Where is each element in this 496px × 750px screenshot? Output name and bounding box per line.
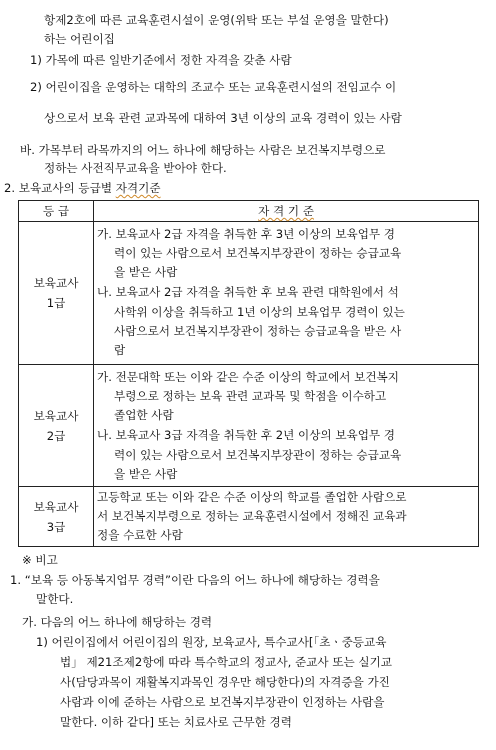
column-header-grade: 등 급 <box>19 201 94 222</box>
intro-line: 1) 가목에 따른 일반기준에서 정한 자격을 갖춘 사람 <box>30 53 292 67</box>
qualification-line: 정을 수료한 사람 <box>97 528 183 542</box>
remarks-line: 1) 어린이집에서 어린이집의 원장, 보육교사, 특수교사[「초ㆍ중등교육 <box>36 635 387 649</box>
table-row <box>19 222 479 365</box>
qualification-line: 사람으로서 보건복지부장관이 정하는 승급교육을 받은 사 <box>114 324 402 338</box>
qualification-cell <box>94 487 479 547</box>
qualification-line: 나. 보육교사 2급 자격을 취득한 후 보육 관련 대학원에서 석 <box>97 285 399 299</box>
grade-cell <box>19 365 94 487</box>
remarks-line: 사람과 이에 준하는 사람으로 보건복지부장관이 인정하는 사람을 <box>60 695 385 709</box>
qualification-line: 고등학교 또는 이와 같은 수준 이상의 학교를 졸업한 사람으로 <box>97 490 407 504</box>
grade-label: 보육교사 <box>33 276 79 290</box>
grade-label: 보육교사 <box>33 408 79 423</box>
qualification-line: 력이 있는 사람으로서 보건복지부장관이 정하는 승급교육 <box>114 448 402 462</box>
intro-line: 항제2호에 따른 교육훈련시설이 운영(위탁 또는 부설 운영을 말한다) <box>44 13 389 27</box>
grade-label: 보육교사 <box>33 499 79 514</box>
grade-cell <box>19 222 94 365</box>
qualification-line: 가. 보육교사 2급 자격을 취득한 후 3년 이상의 보육업무 경 <box>97 227 395 241</box>
intro-line: 상으로서 보육 관련 교과목에 대하여 3년 이상의 교육 경력이 있는 사람 <box>44 111 402 125</box>
intro-line: 정하는 사전직무교육을 받아야 한다. <box>44 161 227 175</box>
remarks-line: 말한다. 이하 같다] 또는 치료사로 근무한 경력 <box>60 715 292 729</box>
grade-cell <box>19 487 94 547</box>
remarks-line: 1. “보육 등 아동복지업무 경력”이란 다음의 어느 하나에 해당하는 경력을 <box>10 573 380 587</box>
column-header-qualification <box>94 201 479 222</box>
qualification-line: 람 <box>114 343 126 357</box>
remarks-line: 사(담당과목이 재활복지과목인 경우만 해당한다)의 자격증을 가진 <box>60 675 390 689</box>
qualification-line: 나. 보육교사 3급 자격을 취득한 후 2년 이상의 보육업무 경 <box>97 428 395 442</box>
column-header-qualification-text: 자 격 기 준 <box>258 204 314 218</box>
intro-line: 바. 가목부터 라목까지의 어느 하나에 해당하는 사람은 보건복지부령으로 <box>20 143 386 157</box>
intro-line: 하는 어린이집 <box>44 32 115 46</box>
qualification-line: 졸업한 사람 <box>114 408 174 422</box>
qualification-line: 가. 전문대학 또는 이와 같은 수준 이상의 학교에서 보건복지 <box>97 370 399 384</box>
grade-level: 2급 <box>46 428 66 443</box>
remarks-line: 가. 다음의 어느 하나에 해당하는 경력 <box>22 615 213 629</box>
grade-level: 3급 <box>46 519 66 534</box>
qualification-line: 부령으로 정하는 보육 관련 교과목 및 학점을 이수하고 <box>114 389 387 403</box>
qualification-line: 을 받은 사람 <box>114 467 178 481</box>
qualification-line: 을 받은 사람 <box>114 265 178 279</box>
grade-qualification-table <box>18 200 479 547</box>
remarks-line: 법」 제21조제2항에 따라 특수학교의 정교사, 준교사 또는 실기교 <box>60 655 392 669</box>
section-heading-underlined: 자격기준 <box>115 181 161 195</box>
table-row <box>19 487 479 547</box>
qualification-cell <box>94 365 479 487</box>
table-header-row <box>19 201 479 222</box>
grade-level: 1급 <box>46 296 66 310</box>
qualification-cell <box>94 222 479 365</box>
remarks-title: ※ 비고 <box>22 553 58 567</box>
intro-line: 2) 어린이집을 운영하는 대학의 조교수 또는 교육훈련시설의 전임교수 이 <box>30 80 397 94</box>
qualification-line: 사학위 이상을 취득하고 1년 이상의 보육업무 경력이 있는 <box>114 305 405 319</box>
section-heading <box>4 180 161 196</box>
table-row <box>19 365 479 487</box>
qualification-line: 서 보건복지부령으로 정하는 교육훈련시설에서 정해진 교육과 <box>97 509 407 523</box>
section-heading-text: 2. 보육교사의 등급별 <box>4 181 116 195</box>
qualification-line: 력이 있는 사람으로서 보건복지부장관이 정하는 승급교육 <box>114 246 402 260</box>
remarks-line: 말한다. <box>36 592 74 606</box>
